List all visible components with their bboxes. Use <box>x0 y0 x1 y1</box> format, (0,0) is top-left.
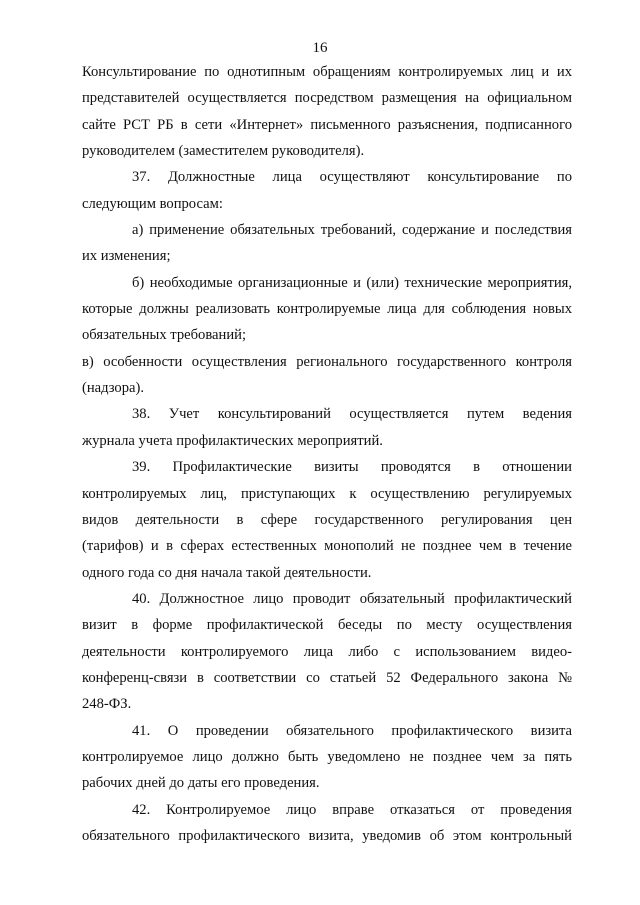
text-line: обязательных требований; <box>82 327 247 344</box>
page-number: 16 <box>312 40 328 56</box>
text-line: контролируемое лицо должно быть уведомлено не позднее чем за пять <box>82 748 572 765</box>
text-line: (тарифов) и в сферах естественных монополий не позднее чем в течение <box>82 538 572 555</box>
text-line: журнала учета профилактических мероприятий. <box>82 432 383 449</box>
text-line: их изменения; <box>82 248 171 265</box>
text-line: 41. О проведении обязательного профилактического визита <box>132 722 572 739</box>
text-line: которые должны реализовать контролируемые лица для соблюдения новых <box>82 301 572 318</box>
text-line: обязательного профилактического визита, уведомив об этом контрольный <box>82 827 572 844</box>
text-line: 40. Должностное лицо проводит обязательный профилактический <box>132 590 572 607</box>
text-line: (надзора). <box>82 380 145 397</box>
text-line: конференц-связи в соответствии со статьей 52 Федерального закона № <box>82 669 572 686</box>
text-line: а) применение обязательных требований, содержание и последствия <box>132 222 572 239</box>
text-line: Консультирование по однотипным обращениям контролируемых лиц и их <box>82 64 572 80</box>
text-line: следующим вопросам: <box>82 195 223 212</box>
text-line: сайте РСТ РБ в сети «Интернет» письменного разъяснения, подписанного <box>82 116 572 133</box>
text-line: в) особенности осуществления регионального государственного контроля <box>82 353 572 370</box>
text-line: контролируемых лиц, приступающих к осуществлению регулируемых <box>82 485 572 502</box>
text-line: 38. Учет консультирований осуществляется путем ведения <box>132 406 572 423</box>
text-line: 37. Должностные лица осуществляют консультирование по <box>132 169 572 186</box>
text-line: рабочих дней до даты его проведения. <box>82 775 320 792</box>
text-line: 248-ФЗ. <box>82 696 132 713</box>
text-line: деятельности контролируемого лица либо с использованием видео- <box>82 643 572 660</box>
text-line: одного года со дня начала такой деятельности. <box>82 564 372 581</box>
document-body <box>82 59 572 849</box>
text-line: 39. Профилактические визиты проводятся в отношении <box>132 459 572 476</box>
text-line: 42. Контролируемое лицо вправе отказаться от проведения <box>132 801 572 818</box>
text-line: б) необходимые организационные и (или) технические мероприятия, <box>132 274 572 291</box>
text-line: руководителем (заместителем руководителя). <box>82 143 365 160</box>
text-line: видов деятельности в сфере государственного регулирования цен <box>82 511 572 528</box>
text-line: визит в форме профилактической беседы по месту осуществления <box>82 617 572 634</box>
text-line: представителей осуществляется посредством размещения на официальном <box>82 90 572 107</box>
